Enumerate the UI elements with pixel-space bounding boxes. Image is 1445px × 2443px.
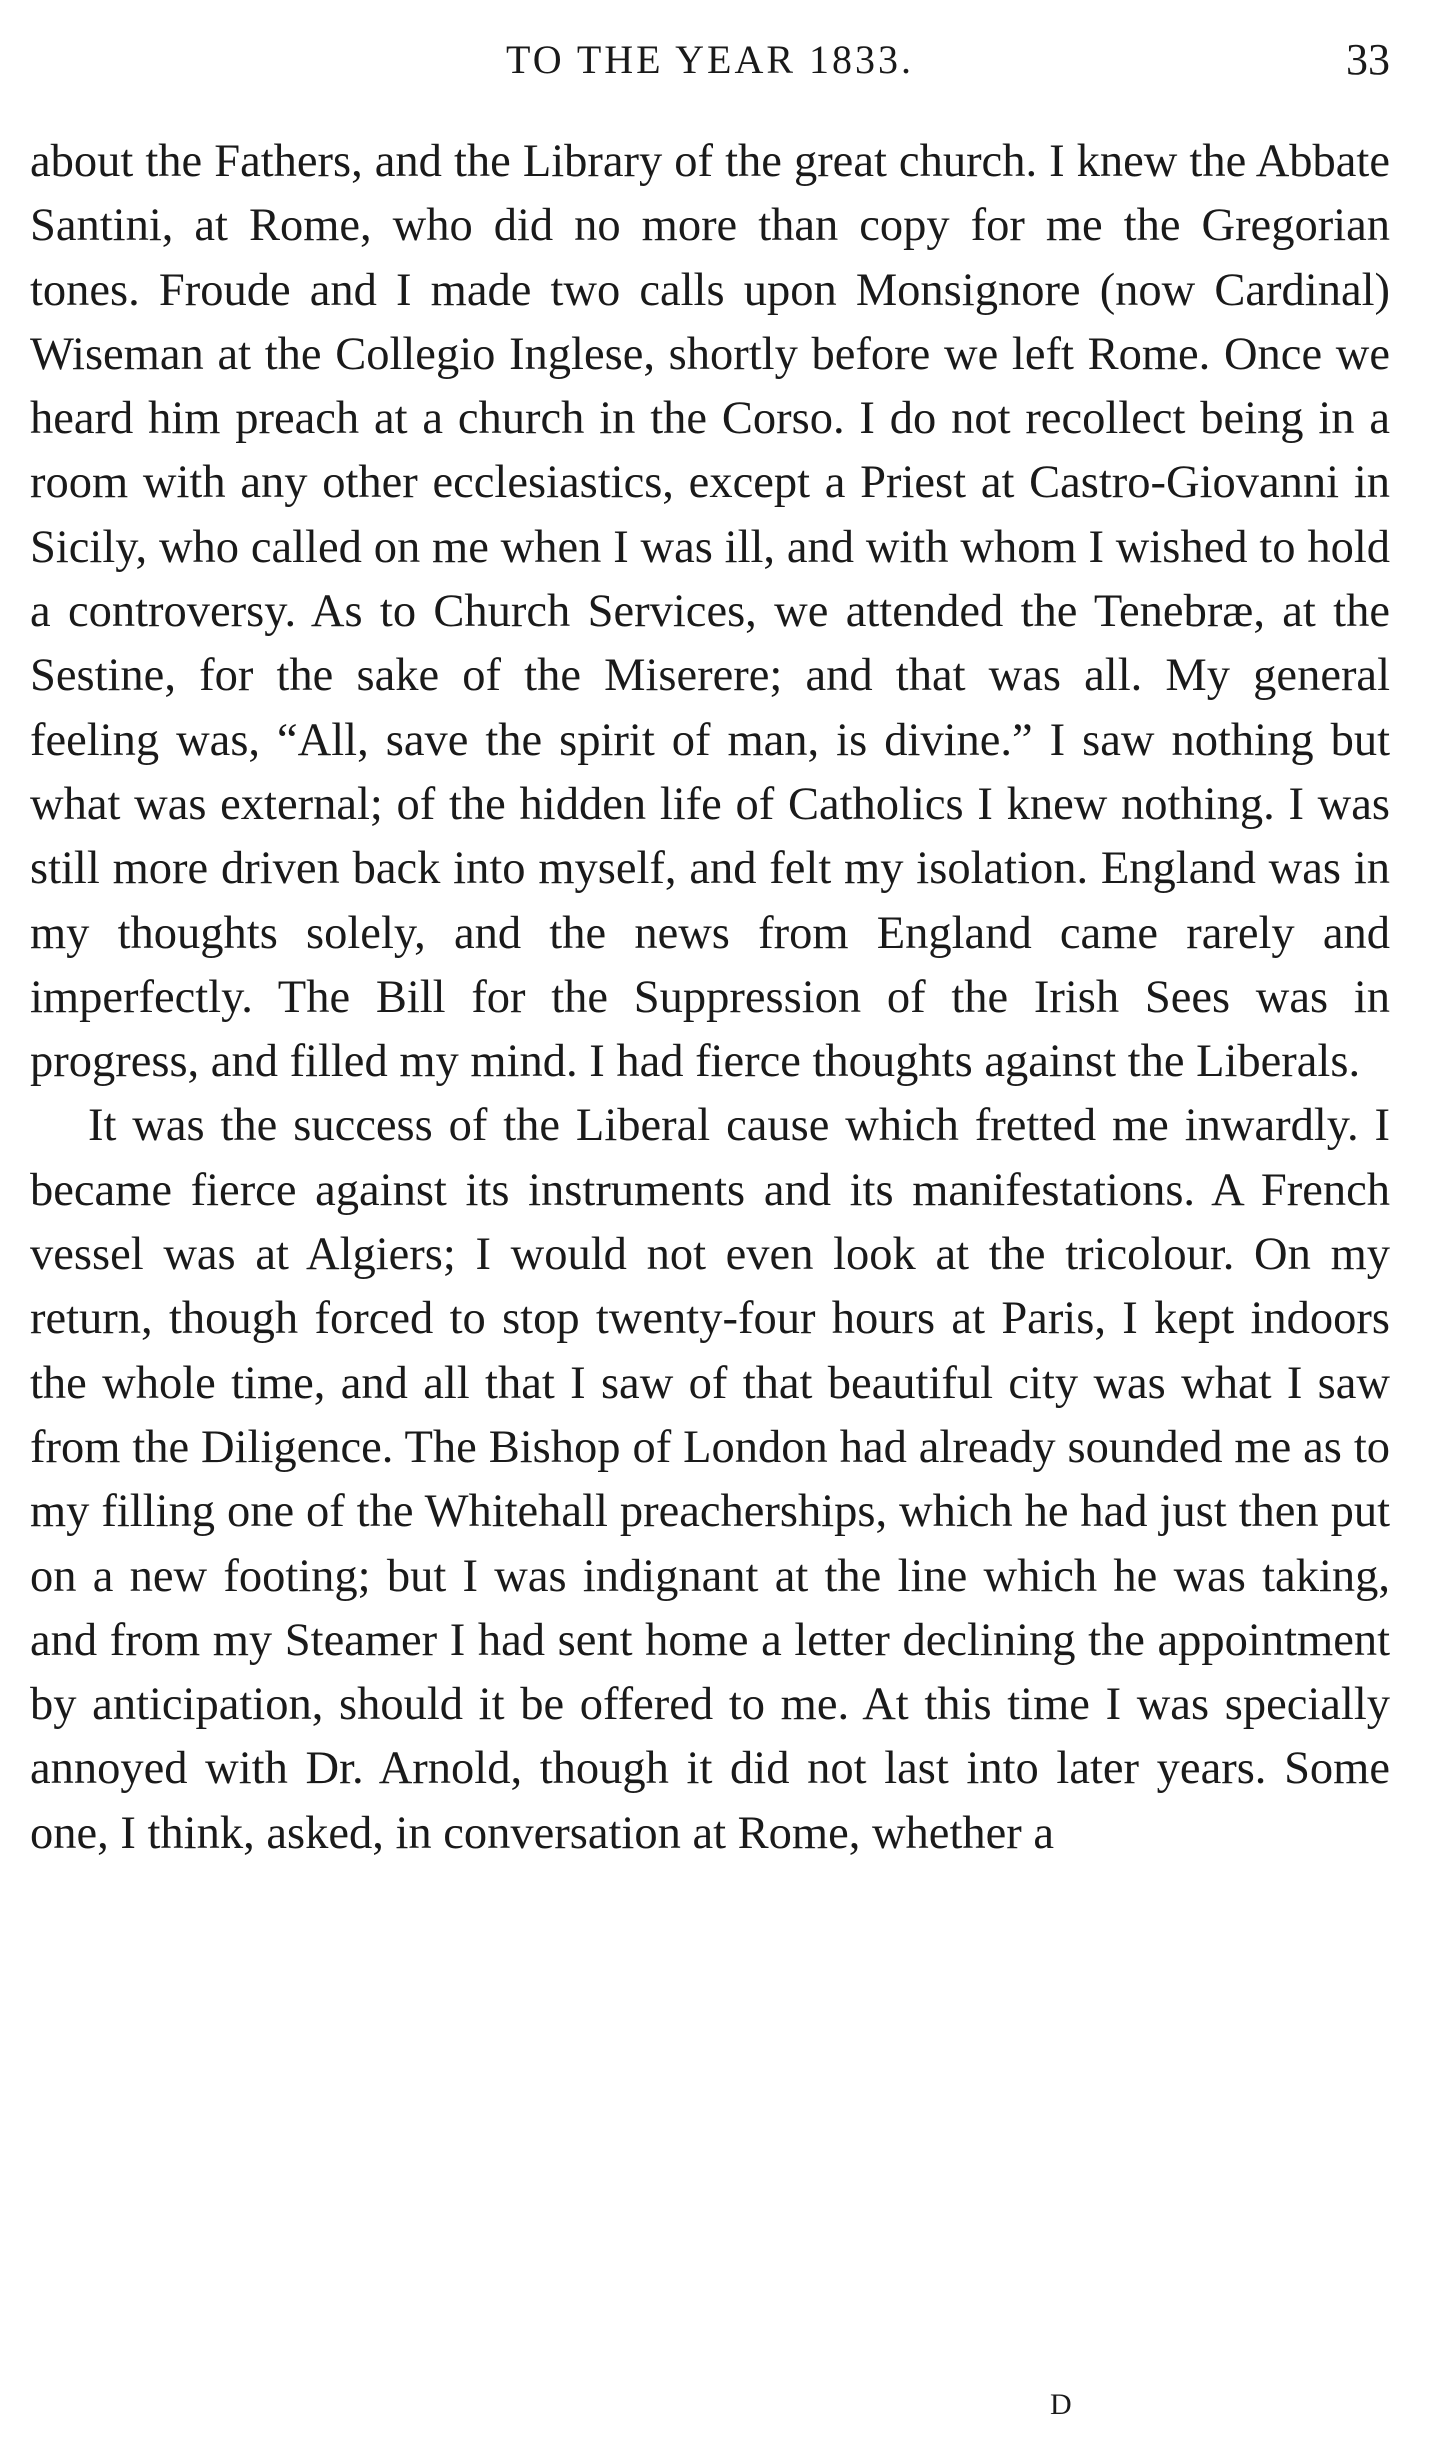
body-text	[30, 130, 1390, 1866]
book-page	[30, 0, 1390, 2443]
signature-mark: D	[1050, 2388, 1073, 2421]
paragraph-1: about the Fathers, and the Library of the great church. I knew the Abbate Santini, at Rome, who did no more than copy for me the Gregorian tones. Froude and I made two calls upon Monsignore (now Cardinal) Wiseman at the Collegio Inglese, shortly before we left Rome. Once we heard him preach at a church in the Corso. I do not recollect being in a room with any other ecclesiastics, except a Priest at Castro-Giovanni in Sicily, who called on me when I was ill, and with whom I wished to hold a controversy. As to Church Services, we attended the Tenebræ, at the Sestine, for the sake of the Miserere; and that was all. My general feeling was, “All, save the spirit of man, is divine.” I saw nothing but what was external; of the hidden life of Catholics I knew nothing. I was still more driven back into myself, and felt my isolation. England was in my thoughts solely, and the news from England came rarely and imperfectly. The Bill for the Suppression of the Irish Sees was in progress, and filled my mind. I had fierce thoughts against the Liberals.	[30, 136, 1390, 1088]
page-number: 33	[1346, 35, 1390, 84]
paragraph-2: It was the success of the Liberal cause which fretted me inwardly. I became fierce against its instruments and its manifestations. A French vessel was at Algiers; I would not even look at the tricolour. On my return, though forced to stop twenty-four hours at Paris, I kept indoors the whole time, and all that I saw of that beautiful city was what I saw from the Diligence. The Bishop of London had already sounded me as to my filling one of the Whitehall preacherships, which he had just then put on a new footing; but I was indignant at the line which he was taking, and from my Steamer I had sent home a letter declining the appointment by anticipation, should it be offered to me. At this time I was specially annoyed with Dr. Arnold, though it did not last into later years. Some one, I think, asked, in conversation at Rome, whether a	[30, 1100, 1390, 1859]
running-head	[30, 30, 1390, 90]
running-title: TO THE YEAR 1833.	[505, 37, 915, 82]
